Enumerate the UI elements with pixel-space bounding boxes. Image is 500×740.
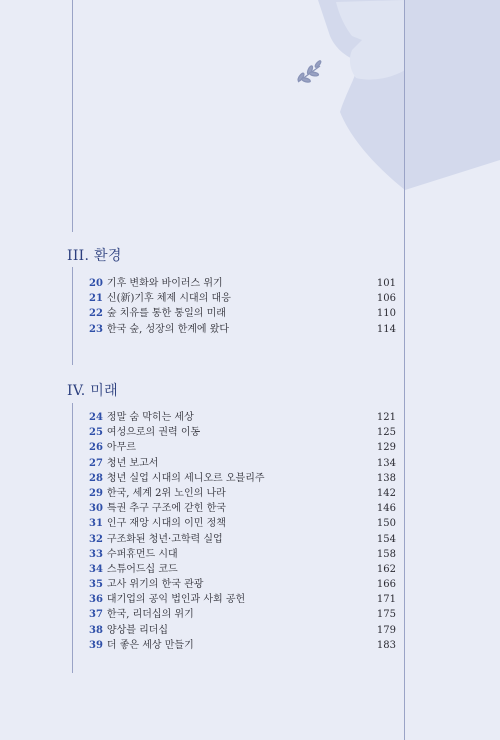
left-vertical-rule-top [72,0,73,232]
toc-entry[interactable] [89,471,396,486]
toc-entry-title: 특권 추구 구조에 갇힌 한국 [106,503,226,515]
toc-entry-page: 121 [376,412,396,423]
toc-entry-title: 청년 실업 시대의 세니오르 오블리주 [106,472,265,484]
toc-entry[interactable] [89,607,396,622]
toc-entry[interactable] [89,532,396,547]
toc-entry[interactable] [89,456,396,471]
toc-entry-number: 21 [89,293,103,305]
toc-entry-title: 더 좋은 세상 만들기 [106,639,194,651]
toc-entry[interactable] [89,291,396,306]
toc-entry-number: 20 [89,278,103,289]
toc-entry-number: 23 [89,323,103,335]
toc-entry[interactable] [89,638,396,653]
left-vertical-rule-section-4 [72,403,73,673]
toc-entry-title: 양상블 리더십 [106,624,169,636]
toc-entry-number: 38 [89,624,103,636]
toc-entry-number: 22 [89,308,103,320]
toc-entry[interactable] [89,276,396,291]
toc-entry-title: 인구 재앙 시대의 이민 정책 [106,518,226,530]
toc-entry-page: 125 [376,427,396,439]
toc-entry[interactable] [89,562,396,577]
toc-entry-number: 25 [89,427,103,439]
toc-entry[interactable] [89,486,396,501]
toc-entry-page: 171 [376,594,396,606]
toc-entry-title: 수퍼휴먼드 시대 [106,548,178,560]
toc-entry[interactable] [89,623,396,638]
toc-entry-number: 28 [89,472,103,484]
toc-entry[interactable] [89,577,396,592]
toc-entry-number: 26 [89,442,103,454]
toc-entry-page: 114 [376,323,396,335]
left-vertical-rule-section-3 [72,267,73,365]
toc-entry-page: 166 [376,579,396,591]
toc-entry-title: 한국, 세계 2위 노인의 나라 [106,487,226,499]
toc-entry-page: 183 [376,639,396,651]
toc-entry-page: 158 [376,548,396,560]
toc-entry-number: 27 [89,457,103,469]
toc-entry-title: 구조화된 청년·고학력 실업 [106,533,223,545]
toc-entry-page: 150 [376,518,396,530]
toc-entry-title: 한국, 리더십의 위기 [106,609,194,621]
toc-entry-number: 32 [89,533,103,545]
toc-entry-number: 39 [89,639,103,651]
toc-entry-page: 175 [376,609,396,621]
toc-list-future [89,410,396,653]
section-title-future: IV. 미래 [67,383,118,399]
toc-entry-title: 한국 숲, 성장의 한계에 왔다 [106,323,230,335]
toc-entry-title: 청년 보고서 [106,457,159,469]
toc-entry-title: 기후 변화와 바이러스 위기 [106,278,223,289]
toc-entry-page: 162 [376,563,396,575]
toc-entry-title: 아무르 [106,442,136,454]
toc-entry[interactable] [89,306,396,321]
toc-entry-page: 142 [376,487,396,499]
toc-entry-number: 35 [89,579,103,591]
toc-entry[interactable] [89,592,396,607]
toc-entry-page: 138 [376,472,396,484]
toc-entry-page: 146 [376,503,396,515]
section-title-environment: III. 환경 [67,248,122,264]
dove-wing-shape [318,0,500,190]
toc-entry-title: 숲 치유를 통한 통일의 미래 [106,308,226,320]
toc-entry-number: 24 [89,412,103,423]
toc-entry[interactable] [89,322,396,337]
toc-entry-title: 신(新)기후 체제 시대의 대응 [106,293,231,305]
toc-entry-title: 고사 위기의 한국 관광 [106,579,204,591]
toc-entry[interactable] [89,425,396,440]
toc-entry[interactable] [89,516,396,531]
toc-entry-page: 134 [376,457,396,469]
toc-list-environment [89,276,396,337]
toc-entry[interactable] [89,547,396,562]
toc-entry-title: 스튜어드십 코드 [106,563,178,575]
toc-entry-page: 101 [376,278,396,289]
right-vertical-rule [404,0,405,740]
toc-entry-number: 31 [89,518,103,530]
toc-entry-number: 34 [89,563,103,575]
toc-entry-page: 106 [376,293,396,305]
toc-entry-page: 110 [376,308,396,320]
toc-entry-number: 30 [89,503,103,515]
toc-entry-page: 129 [376,442,396,454]
toc-entry-title: 대기업의 공익 법인과 사회 공헌 [106,594,246,606]
toc-entry[interactable] [89,410,396,425]
olive-branch-icon [297,60,322,83]
toc-entry-number: 29 [89,487,103,499]
toc-entry-page: 179 [376,624,396,636]
toc-entry-number: 37 [89,609,103,621]
toc-entry-title: 여성으로의 권력 이동 [106,427,201,439]
toc-entry-number: 33 [89,548,103,560]
toc-entry-page: 154 [376,533,396,545]
toc-entry[interactable] [89,501,396,516]
toc-entry-number: 36 [89,594,103,606]
toc-entry-title: 정말 숨 막히는 세상 [106,412,194,423]
toc-entry[interactable] [89,440,396,455]
